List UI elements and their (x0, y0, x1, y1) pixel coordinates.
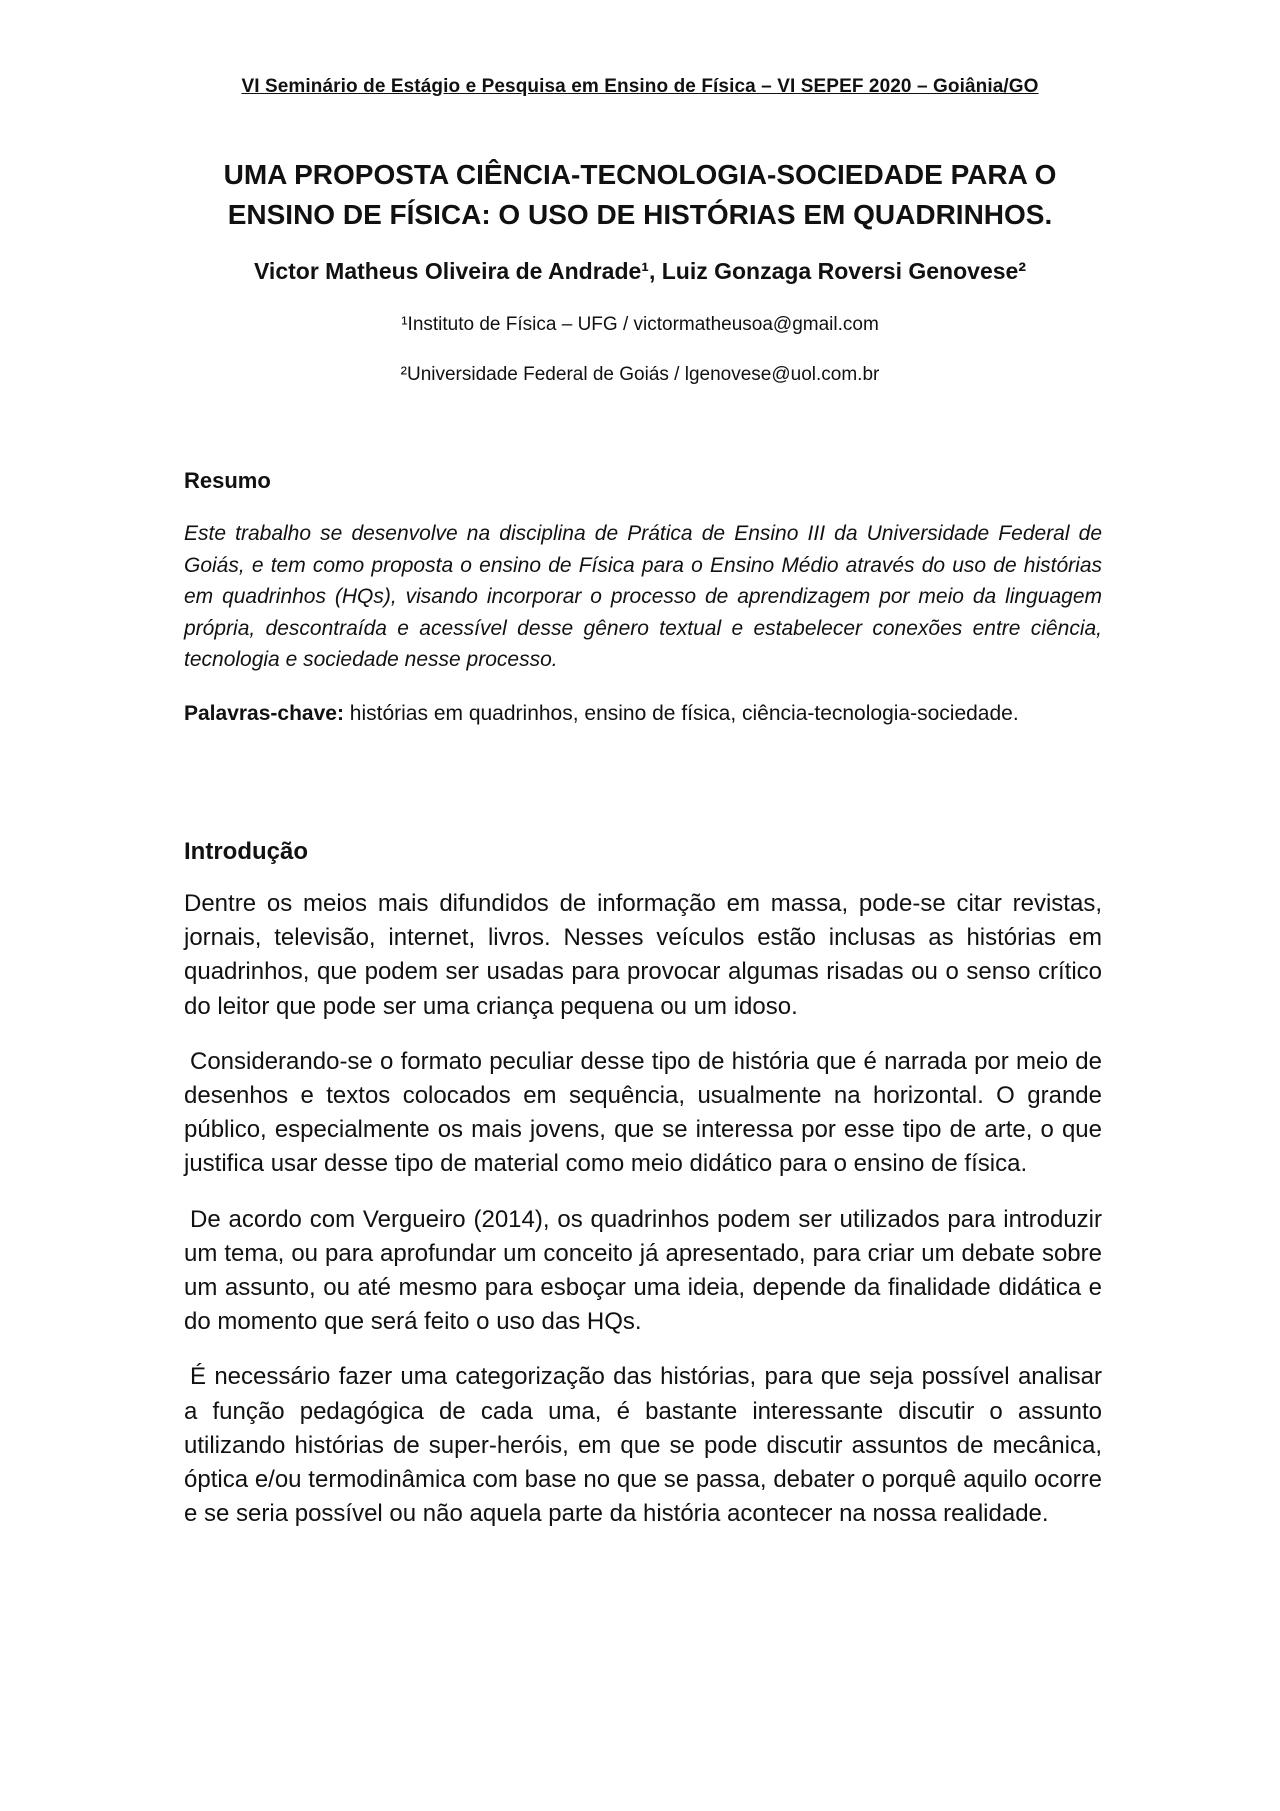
abstract-text: Este trabalho se desenvolve na disciplina de Prática de Ensino III da Universidade Federal de Goiás, e tem como proposta o ensino de Física para o Ensino Médio através do uso de histórias em quadrinhos (HQs), visando incorporar o processo de aprendizagem por meio da linguagem própria, descontraída e acessível desse gênero textual e estabelecer conexões entre ciência, tecnologia e sociedade nesse processo. (184, 522, 1102, 671)
affiliation-2: ²Universidade Federal de Goiás / lgenovese@uol.com.br (400, 364, 880, 385)
intro-paragraph-1: Dentre os meios mais difundidos de informação em massa, pode-se citar revistas, jornais, televisão, internet, livros. Nesses veículos estão inclusas as histórias em quadrinhos, que podem ser usadas para provocar algumas risadas ou o senso crítico do leitor que pode ser uma criança pequena ou um idoso. (184, 890, 1102, 1020)
paper-title-line-1: UMA PROPOSTA CIÊNCIA-TECNOLOGIA-SOCIEDADE PARA O (223, 159, 1057, 190)
paper-title (150, 155, 1130, 235)
keywords-text: histórias em quadrinhos, ensino de física, ciência-tecnologia-sociedade. (343, 702, 1019, 725)
abstract-heading: Resumo (184, 468, 271, 493)
intro-paragraph-2: Considerando-se o formato peculiar desse tipo de história que é narrada por meio de desenhos e textos colocados em sequência, usualmente na horizontal. O grande público, especialmente os mais jovens, que se interessa por esse tipo de arte, o que justifica usar desse tipo de material como meio didático para o ensino de física. (184, 1047, 1102, 1178)
intro-paragraph-3: De acordo com Vergueiro (2014), os quadrinhos podem ser utilizados para introduzir um tema, ou para aprofundar um conceito já apresentado, para criar um debate sobre um assunto, ou até mesmo para esboçar uma ideia, depende da finalidade didática e do momento que será feito o uso das HQs. (184, 1205, 1102, 1336)
keywords (184, 697, 1102, 730)
keywords-label: Palavras-chave: (184, 702, 344, 725)
introduction-body (184, 887, 1102, 1552)
author-list: Victor Matheus Oliveira de Andrade¹, Luiz Gonzaga Roversi Genovese² (254, 258, 1026, 284)
introduction-heading: Introdução (184, 838, 308, 865)
intro-paragraph-4: É necessário fazer uma categorização das histórias, para que seja possível analisar a função pedagógica de cada uma, é bastante interessante discutir o assunto utilizando histórias de super-heróis, em que se pode discutir assuntos de mecânica, óptica e/ou termodinâmica com base no que se passa, debater o porquê aquilo ocorre e se seria possível ou não aquela parte da história acontecer na nossa realidade. (184, 1363, 1102, 1528)
running-header: VI Seminário de Estágio e Pesquisa em Ensino de Física – VI SEPEF 2020 – Goiânia/GO (241, 76, 1039, 97)
affiliation-1: ¹Instituto de Física – UFG / victormatheusoa@gmail.com (401, 314, 879, 335)
paper-title-line-2: ENSINO DE FÍSICA: O USO DE HISTÓRIAS EM QUADRINHOS. (227, 199, 1053, 230)
